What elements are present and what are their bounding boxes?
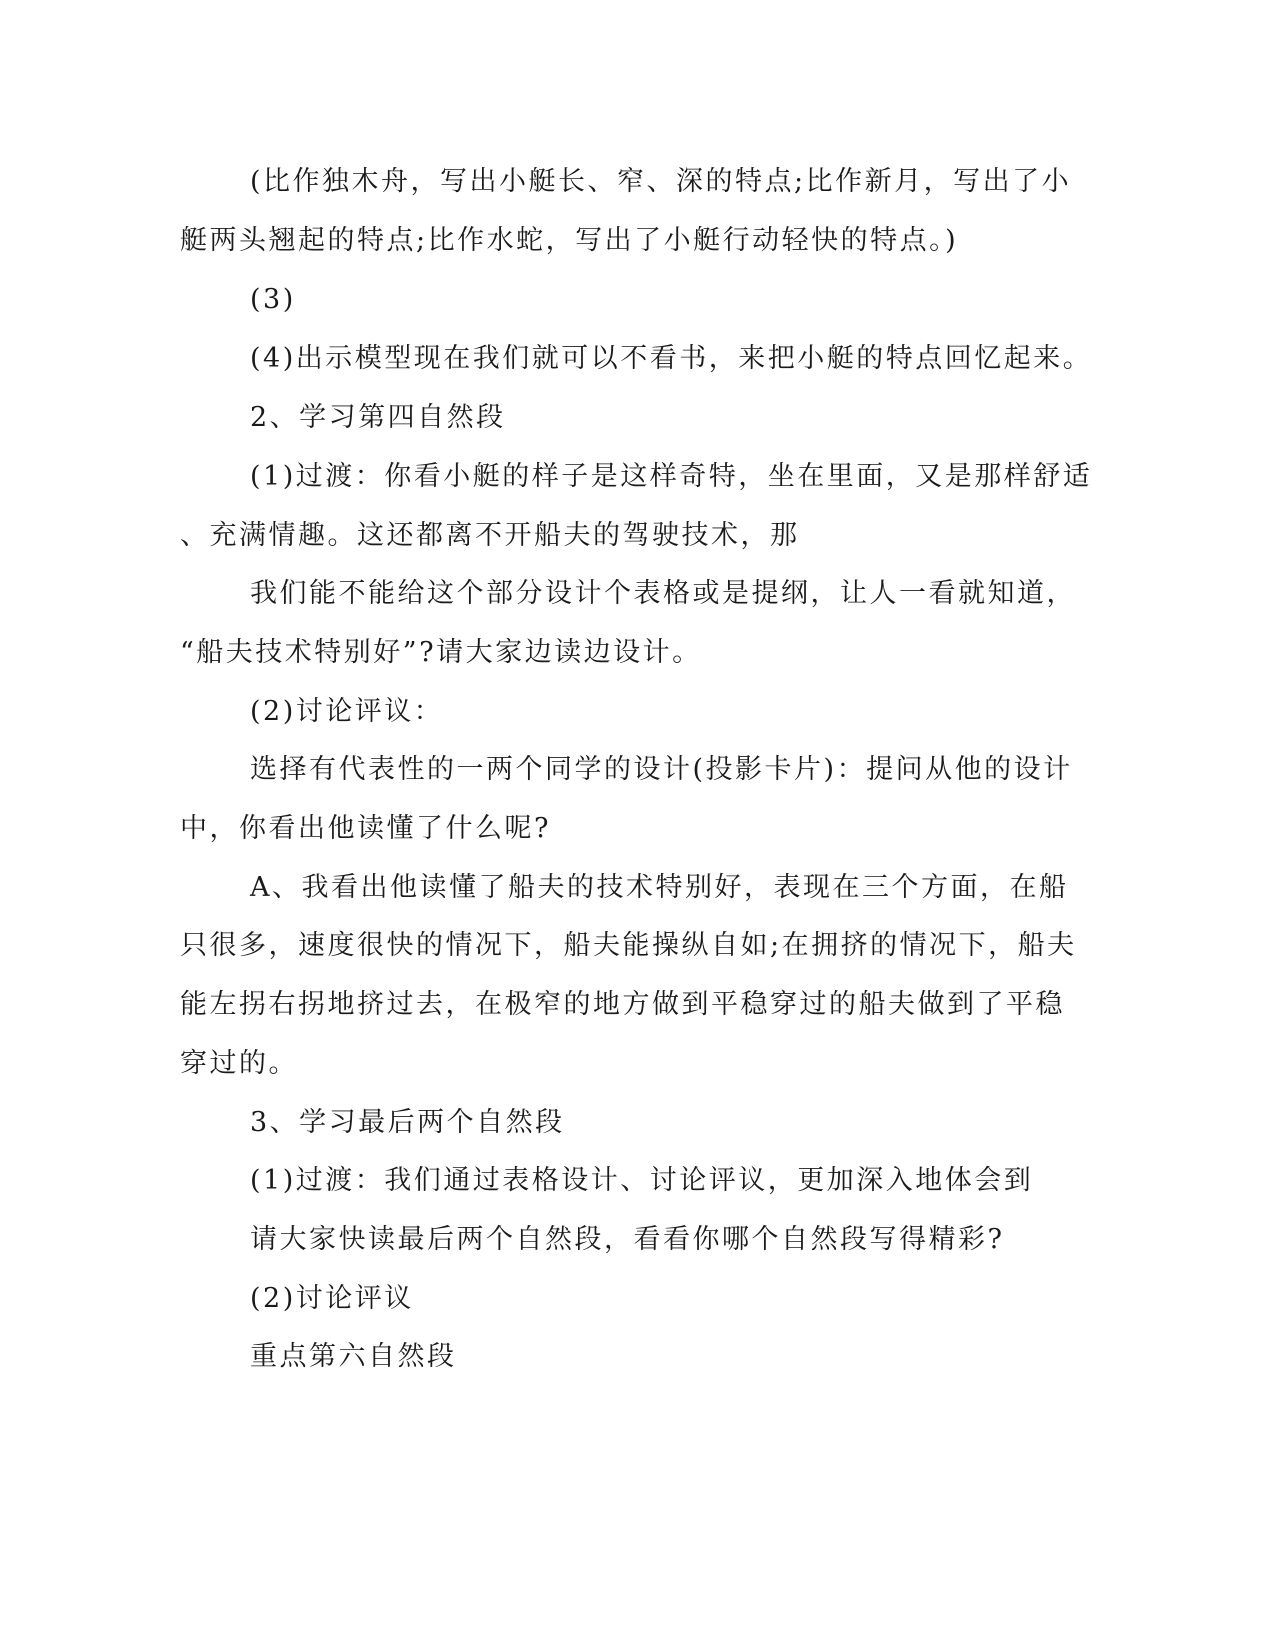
section-heading: 2、学习第四自然段 bbox=[250, 402, 506, 433]
text-line: “船夫技术特别好”?请大家边读边设计。 bbox=[180, 637, 702, 668]
text-line: A、我看出他读懂了船夫的技术特别好，表现在三个方面，在船 bbox=[250, 872, 1069, 903]
text-line: (比作独木舟，写出小艇长、窄、深的特点;比作新月，写出了小 bbox=[250, 166, 1072, 197]
text-line: (2)讨论评议 bbox=[250, 1283, 414, 1314]
text-line: (3) bbox=[250, 284, 296, 315]
text-line: (1)过渡：你看小艇的样子是这样奇特，坐在里面，又是那样舒适 bbox=[250, 461, 1093, 492]
text-line: (4)出示模型现在我们就可以不看书，来把小艇的特点回忆起来。 bbox=[250, 343, 1093, 374]
text-line: 选择有代表性的一两个同学的设计(投影卡片)：提问从他的设计 bbox=[250, 754, 1073, 785]
text-line: 中，你看出他读懂了什么呢? bbox=[180, 813, 551, 844]
text-line: 只很多，速度很快的情况下，船夫能操纵自如;在拥挤的情况下，船夫 bbox=[180, 930, 1077, 961]
section-heading: 3、学习最后两个自然段 bbox=[250, 1107, 565, 1138]
text-line: 我们能不能给这个部分设计个表格或是提纲，让人一看就知道， bbox=[250, 578, 1076, 609]
text-line: 能左拐右拐地挤过去，在极窄的地方做到平稳穿过的船夫做到了平稳 bbox=[180, 989, 1065, 1020]
text-line: 请大家快读最后两个自然段，看看你哪个自然段写得精彩? bbox=[250, 1224, 1005, 1255]
text-line: 、充满情趣。这还都离不开船夫的驾驶技术，那 bbox=[180, 520, 800, 551]
text-line: (2)讨论评议： bbox=[250, 696, 444, 727]
text-line: 艇两头翘起的特点;比作水蛇，写出了小艇行动轻快的特点。) bbox=[180, 225, 959, 256]
text-line: 重点第六自然段 bbox=[250, 1341, 457, 1372]
text-line: 穿过的。 bbox=[180, 1048, 298, 1079]
text-line: (1)过渡：我们通过表格设计、讨论评议，更加深入地体会到 bbox=[250, 1165, 1034, 1196]
